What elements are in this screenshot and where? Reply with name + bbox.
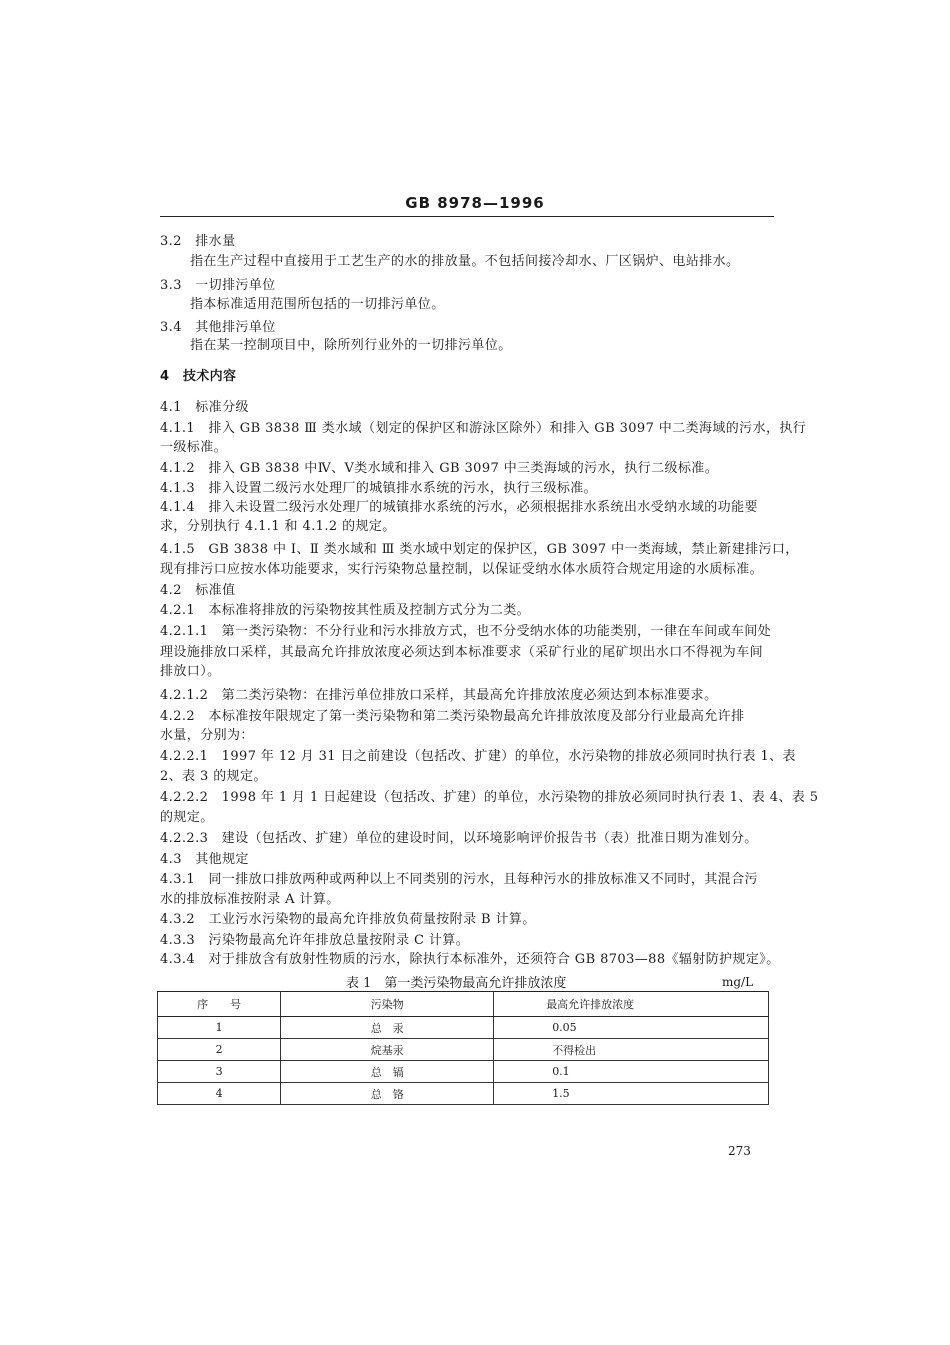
text-line: 2、表 3 的规定。 [160,769,267,784]
table-header-cell: 污染物 [281,992,494,1017]
table-cell: 总 铬 [281,1083,494,1105]
table-row [158,1083,769,1105]
text-line: 指本标准适用范围所包括的一切排污单位。 [190,297,445,312]
text-line: 4.3.2 工业污水污染物的最高允许排放负荷量按附录 B 计算。 [160,912,536,927]
text-line: 4.1 标准分级 [160,400,249,415]
text-line: 排放口）。 [160,664,221,679]
text-line: 的规定。 [160,810,214,825]
table-row [158,1061,769,1083]
text-line: 理设施排放口采样，其最高允许排放浓度必须达到本标准要求（采矿行业的尾矿坝出水口不得视为车间 [160,645,764,660]
header-rule [160,216,774,217]
pollutant-table [157,991,769,1105]
table-cell: 总 汞 [281,1017,494,1039]
text-line: 水量，分别为： [160,728,254,743]
text-line: 4.2.1.2 第二类污染物：在排污单位排放口采样，其最高允许排放浓度必须达到本标准要求。 [160,688,718,703]
text-line: 4.2.2.2 1998 年 1 月 1 日起建设（包括改、扩建）的单位，水污染物的排放必须同时执行表 1、表 4、表 5 [160,790,819,805]
table-cell: 1.5 [494,1083,769,1105]
table-unit: mg/L [722,975,754,989]
text-line: 4.1.3 排入设置二级污水处理厂的城镇排水系统的污水，执行三级标准。 [160,481,598,496]
text-line: 4.2.2 本标准按年限规定了第一类污染物和第二类污染物最高允许排放浓度及部分行业最高允许排 [160,709,745,724]
text-line: 4.1.2 排入 GB 3838 中Ⅳ、Ⅴ类水域和排入 GB 3097 中三类海域的污水，执行二级标准。 [160,461,719,476]
table-cell: 0.1 [494,1061,769,1083]
text-line: 4.2.2.3 建设（包括改、扩建）单位的建设时间，以环境影响评价报告书（表）批准日期为准划分。 [160,831,758,846]
text-line: 4.3.1 同一排放口排放两种或两种以上不同类别的污水，且每种污水的排放标准又不同时，其混合污 [160,872,758,887]
text-line: 4.3.3 污染物最高允许年排放总量按附录 C 计算。 [160,933,470,948]
table-cell: 烷基汞 [281,1039,494,1061]
text-line: 4.1.4 排入未设置二级污水处理厂的城镇排水系统的污水，必须根据排水系统出水受纳水域的功能要 [160,500,758,515]
table-cell: 3 [158,1061,281,1083]
table-cell: 1 [158,1017,281,1039]
text-line: 4.1.5 GB 3838 中 Ⅰ、Ⅱ 类水域和 Ⅲ 类水域中划定的保护区，GB 3097 中一类海域，禁止新建排污口， [160,542,799,557]
table-header-cell: 最高允许排放浓度 [494,992,769,1017]
section-heading: 4 技术内容 [160,369,237,384]
text-line: 一级标准。 [160,440,228,455]
table-row [158,1039,769,1061]
text-line: 3.2 排水量 [160,234,236,249]
text-line: 现有排污口应按水体功能要求，实行污染物总量控制，以保证受纳水体水质符合规定用途的水质标准。 [160,562,764,577]
text-line: 4.3.4 对于排放含有放射性物质的污水，除执行本标准外，还须符合 GB 8703—88《辐射防护规定》。 [160,952,780,967]
table-cell: 4 [158,1083,281,1105]
text-line: 4.1.1 排入 GB 3838 Ⅲ 类水域（划定的保护区和游泳区除外）和排入 GB 3097 中二类海域的污水，执行 [160,421,807,436]
standard-code-header: GB 8978—1996 [405,194,545,212]
text-line: 4.2.1.1 第一类污染物：不分行业和污水排放方式，也不分受纳水体的功能类别，一律在车间或车间处 [160,624,772,639]
text-line: 4.3 其他规定 [160,852,249,867]
text-line: 求，分别执行 4.1.1 和 4.1.2 的规定。 [160,519,396,534]
table-cell: 0.05 [494,1017,769,1039]
table-header-cell: 序 号 [158,992,281,1017]
table-cell: 不得检出 [494,1039,769,1061]
text-line: 指在生产过程中直接用于工艺生产的水的排放量。不包括间接冷却水、厂区锅炉、电站排水。 [190,254,740,269]
text-line: 4.2 标准值 [160,583,236,598]
text-line: 3.4 其他排污单位 [160,320,276,335]
table-cell: 2 [158,1039,281,1061]
text-line: 4.2.2.1 1997 年 12 月 31 日之前建设（包括改、扩建）的单位，水污染物的排放必须同时执行表 1、表 [160,749,796,764]
page-number: 273 [728,1144,751,1158]
table-header-row [158,992,769,1017]
table-row [158,1017,769,1039]
text-line: 3.3 一切排污单位 [160,278,276,293]
text-line: 4.2.1 本标准将排放的污染物按其性质及控制方式分为二类。 [160,603,531,618]
table-caption: 表 1 第一类污染物最高允许排放浓度 [346,976,567,991]
table-cell: 总 镉 [281,1061,494,1083]
text-line: 水的排放标准按附录 A 计算。 [160,892,340,907]
text-line: 指在某一控制项目中，除所列行业外的一切排污单位。 [190,338,512,353]
